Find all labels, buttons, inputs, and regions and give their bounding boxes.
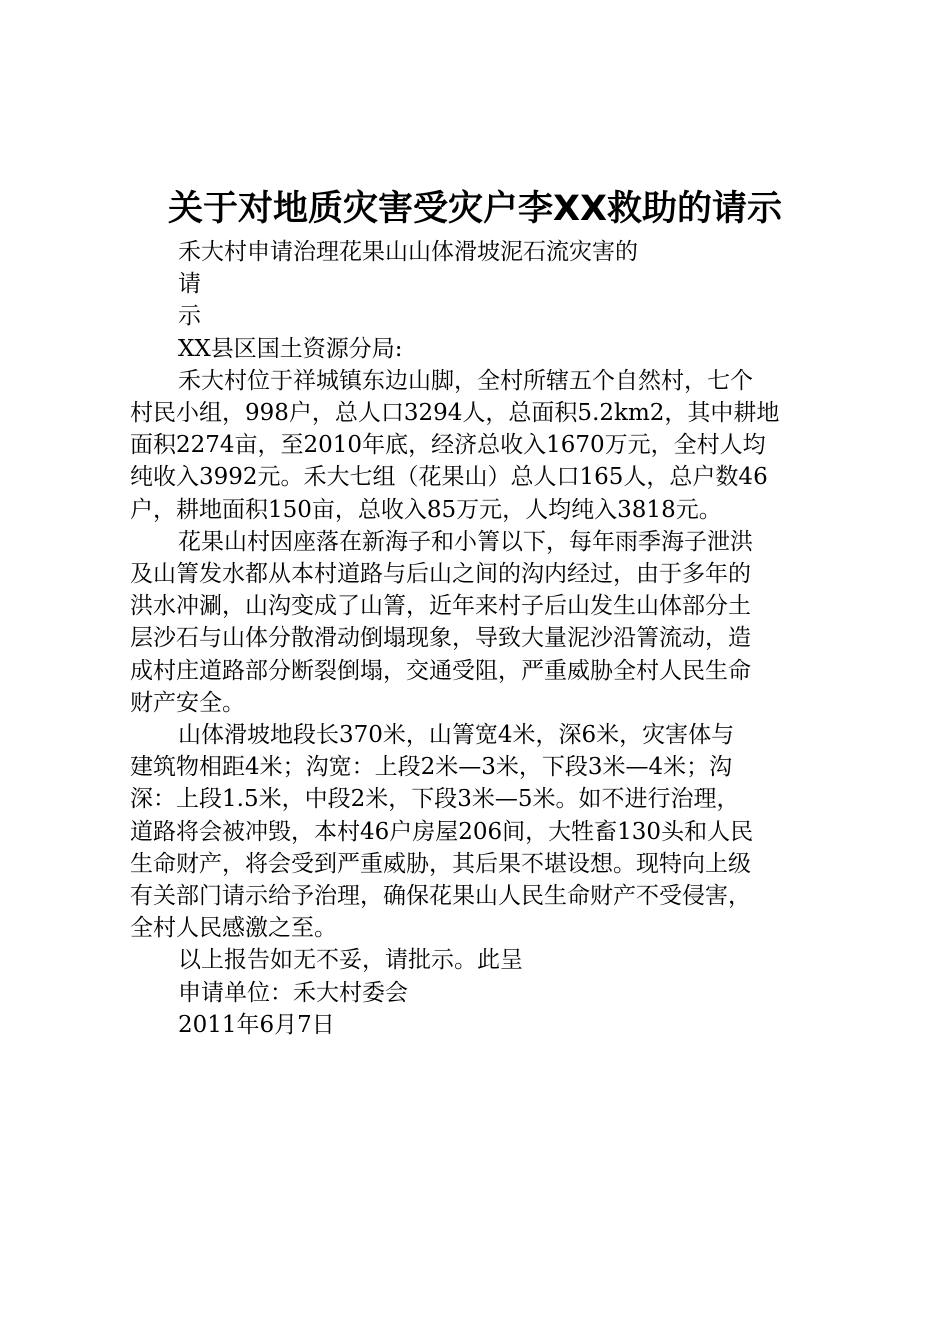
- document-body: [130, 236, 830, 1041]
- paragraph-line: 山体滑坡地段长370米，山箐宽4米，深6米，灾害体与: [178, 722, 735, 749]
- document-title: 关于对地质灾害受灾户李XX救助的请示: [168, 189, 782, 229]
- paragraph-line: 层沙石与山体分散滑动倒塌现象，导致大量泥沙沿箐流动，造: [130, 625, 751, 652]
- addressee: XX县区国土资源分局:: [178, 335, 403, 362]
- subtitle-line: 示: [178, 303, 201, 330]
- subtitle-line: 请: [178, 271, 201, 298]
- paragraph-2: [130, 526, 830, 719]
- paragraph-line: 建筑物相距4米；沟宽：上段2米—3米，下段3米—4米；沟: [130, 754, 733, 781]
- subtitle-line: 禾大村申请治理花果山山体滑坡泥石流灾害的: [178, 239, 638, 265]
- paragraph-line: 花果山村因座落在新海子和小箐以下，每年雨季海子泄洪: [178, 528, 753, 555]
- paragraph-line: 及山箐发水都从本村道路与后山之间的沟内经过，由于多年的: [130, 561, 751, 588]
- paragraph-line: 面积2274亩，至2010年底，经济总收入1670万元，全村人均: [130, 432, 766, 459]
- paragraph-3: [130, 719, 830, 944]
- paragraph-line: 洪水冲涮，山沟变成了山箐，近年来村子后山发生山体部分土: [130, 593, 751, 620]
- paragraph-line: 户，耕地面积150亩，总收入85万元，人均纯入3818元。: [130, 496, 722, 523]
- paragraph-1: [130, 365, 830, 526]
- paragraph-line: 禾大村位于祥城镇东边山脚，全村所辖五个自然村，七个: [178, 367, 753, 394]
- paragraph-line: 财产安全。: [130, 689, 245, 716]
- paragraph-line: 道路将会被冲毁，本村46户房屋206间，大牲畜130头和人民: [130, 818, 754, 845]
- date-line: 2011年6月7日: [178, 1011, 335, 1038]
- paragraph-line: 深：上段1.5米，中段2米，下段3米—5米。如不进行治理，: [130, 786, 740, 813]
- paragraph-line: 村民小组，998户，总人口3294人，总面积5.2km2，其中耕地: [130, 400, 780, 427]
- paragraph-line: 全村人民感激之至。: [130, 915, 337, 942]
- paragraph-line: 生命财产，将会受到严重威胁，其后果不堪设想。现特向上级: [130, 850, 751, 877]
- paragraph-line: 成村庄道路部分断裂倒塌，交通受阻，严重威胁全村人民生命: [130, 657, 751, 684]
- applicant-line: 申请单位：禾大村委会: [178, 979, 408, 1006]
- paragraph-line: 纯收入3992元。禾大七组（花果山）总人口165人，总户数46: [130, 464, 768, 491]
- closing-line: 以上报告如无不妥，请批示。此呈: [178, 947, 523, 974]
- paragraph-line: 有关部门请示给予治理，确保花果山人民生命财产不受侵害，: [130, 883, 751, 910]
